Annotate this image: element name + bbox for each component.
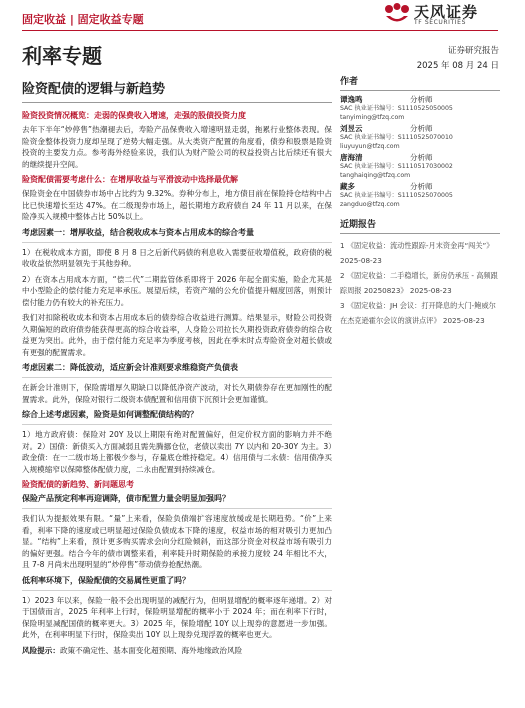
author-email[interactable]: zangduo@tfzq.com xyxy=(340,200,400,208)
report-type: 证券研究报告 xyxy=(447,46,499,56)
author-sac: SAC 执业证书编号：S1110525050005 xyxy=(340,105,453,112)
risk-label: 风险提示： xyxy=(22,645,60,655)
divider xyxy=(22,508,332,509)
subsection-heading: 考虑因素一：增厚收益，结合税收成本与资本占用成本的综合考量 xyxy=(22,227,254,237)
report-date: 2025 年 08 月 24 日 xyxy=(416,61,499,71)
author-block xyxy=(340,153,500,180)
paragraph: 保险资金在中国债券市场中占比约为 9.32%。券种分布上，地方债目前在保险持仓结构中占比已快速增长至达 47%。在二级现券市场上，超长期地方政府债自 24 年 11 月以来，在保险净买入规模中整体占比 50%以上。 xyxy=(22,189,332,221)
divider xyxy=(22,590,332,591)
recent-reports xyxy=(340,217,500,328)
divider xyxy=(22,424,332,425)
sidebar xyxy=(340,74,500,328)
header-divider xyxy=(22,30,498,31)
author-block xyxy=(340,182,500,209)
author-email[interactable]: tanyiming@tfzq.com xyxy=(340,113,405,121)
paragraph: 在新会计准则下，保险需增厚久期缺口以降低净资产波动，对长久期债券存在更加刚性的配置需求。此外，保险对银行二级资本债配置和信用债下沉预计会更加谨慎。 xyxy=(22,383,332,404)
author-email[interactable]: tanghaiqing@tfzq.com xyxy=(340,171,411,179)
paragraph: 1）2023 年以来，保险一般不会出现明显的减配行为，但明显增配的概率逐年递增。2）对于国债而言，2025 年利率上行时，保险明显增配的概率小于 2024 年；而在利率下行时，保险明显减配国债的概率更大。3）2025 年，保险增配 10Y 以上现券的意愿进一步加强。此外，在利率明显下行时，保险卖出 10Y 以上现券兑现浮盈的概率也更大。 xyxy=(22,595,332,639)
author-role: 分析师 xyxy=(410,153,433,162)
author-email[interactable]: liuyuyun@tfzq.com xyxy=(340,142,400,150)
recent-report-link[interactable]: 1 《固定收益：流动性跟踪-月末资金再“闯关”》 2025-08-23 xyxy=(340,241,494,265)
logo-en-text: TF SECURITIES xyxy=(414,19,466,26)
report-body xyxy=(22,110,332,660)
risk-text: 政策不确定性、基本面变化超预期、海外地缘政治风险 xyxy=(59,645,243,655)
divider xyxy=(340,90,500,91)
paragraph: 2）在资本占用成本方面，“偿二代”二期监管体系即将于 2026 年起全面实施，险企尤其是中小型险企的偿付能力充足率承压。展望后续，若资产端的公允价值提升幅度回落，则预计偿付能力仍有较大的补充压力。 xyxy=(22,274,332,307)
report-subtitle: 险资配债的逻辑与新趋势 xyxy=(22,82,166,97)
authors-heading: 作者 xyxy=(340,77,359,87)
author-sac: SAC 执业证书编号：S1110517030002 xyxy=(340,163,453,170)
report-category: 固定收益 | 固定收益专题 xyxy=(22,13,144,26)
paragraph: 1）地方政府债：保险对 20Y 及以上期限有绝对配置偏好，但定价权方面的影响力并不绝对。2）国债：新债买入方面减弱且需先腾挪仓位，老债以卖出 7Y 以内和 20-30Y 为主。3）政金债：在一二级市场上都极少参与，存量底仓维持稳定。4）信用债与二永债：信用债净买入规模缩窄以保障整体配债力度，二永由配置到持续减仓。 xyxy=(22,430,332,474)
author-name: 唐海清 xyxy=(340,153,363,162)
paragraph: 1）在税收成本方面，即使 8 月 8 日之后新代码债的利息收入需要征收增值税，政府债的税收收益依然明显领先于其他券种。 xyxy=(22,247,332,268)
author-block xyxy=(340,124,500,151)
divider xyxy=(22,377,332,378)
author-name: 谭逸鸣 xyxy=(340,95,363,104)
section-heading: 险资配债的新趋势、新问题思考 xyxy=(22,480,134,489)
author-name: 藏多 xyxy=(340,182,355,191)
author-sac: SAC 执业证书编号：S1110525070005 xyxy=(340,192,453,199)
section-heading: 险资配债需要考虑什么：在增厚收益与平滑波动中选择最优解 xyxy=(22,175,238,184)
subsection-heading: 考虑因素二：降低波动，适应新会计准则要求维稳资产负债表 xyxy=(22,363,238,372)
logo-cn-text: 天风证券 xyxy=(414,3,479,21)
divider xyxy=(22,242,332,243)
subsection-heading: 低利率环境下，保险配债的交易属性更重了吗？ xyxy=(22,575,190,585)
recent-report-link[interactable]: 2 《固定收益：二手稳增长，新房仍承压 - 高频跟踪周报 20250823》 2025-08-23 xyxy=(340,271,498,295)
author-sac: SAC 执业证书编号：S1110525070010 xyxy=(340,134,453,141)
paragraph: 我们对扣除税收成本和资本占用成本后的债券综合收益进行测算。结果显示，财险公司投资久期偏短的政府债券能获得更高的综合收益率，人身险公司拉长久期投资政府债券的综合收益更为突出。此外，由于偿付能力充足率为季度考核，因此在季末时点寿险资金对超长债或有更强的配置需求。 xyxy=(22,313,332,357)
subsection-heading: 综合上述考虑因素，险资是如何调整配债结构的？ xyxy=(22,410,198,419)
author-role: 分析师 xyxy=(410,182,433,191)
report-header xyxy=(0,0,525,38)
paragraph: 去年下半年“炒停售”热潮褪去后，寿险产品保费收入增速明显走弱，拖累行业整体表现。保险资金整体投资力度却呈现了逆势大幅走强。从大类资产配置的角度看，债券和股票是险资投资的主要发力点。参考海外经验来说，我们认为财产险公司的权益投资占比后续还有很大的继续提升空间。 xyxy=(22,125,332,169)
author-role: 分析师 xyxy=(410,124,433,133)
risk-note xyxy=(22,645,332,657)
divider xyxy=(340,233,500,234)
subsection-heading: 保险产品预定利率再迎调降，债市配置力量会明显加强吗？ xyxy=(22,494,230,503)
author-role: 分析师 xyxy=(410,95,433,104)
page-title: 利率专题 xyxy=(22,44,102,68)
logo-mark-icon xyxy=(384,3,410,25)
section-heading: 险资投资情况概览：走弱的保费收入增速，走强的股债投资力度 xyxy=(22,111,246,120)
recent-heading: 近期报告 xyxy=(340,220,377,230)
subtitle-divider xyxy=(22,102,332,103)
paragraph: 我们认为提振效果有限。“量”上来看，保险负债端扩容速度放缓或是长期趋势。“价”上来看，利率下降的速度或已明显超过保险负债成本下降的速度，权益市场的相对吸引力更加凸显。“结构”上来看，预计更多购买需求会向分红险倾斜，而这部分资金对权益市场有吸引力的偏好更强。结合今年的债市调整来看，利率陡升时期保险的承接力度较 24 年相比不大，且 7-8 月尚未出现明显的“炒停售”带动债券抢配热潮。 xyxy=(22,514,332,569)
author-name: 刘昱云 xyxy=(340,124,363,133)
author-block xyxy=(340,95,500,122)
recent-report-link[interactable]: 3 《固定收益：JH 会议：打开降息的大门-鲍威尔在杰克逊霍尔会议的演讲点评》 2025-08-23 xyxy=(340,301,496,325)
tf-securities-logo xyxy=(378,0,496,32)
